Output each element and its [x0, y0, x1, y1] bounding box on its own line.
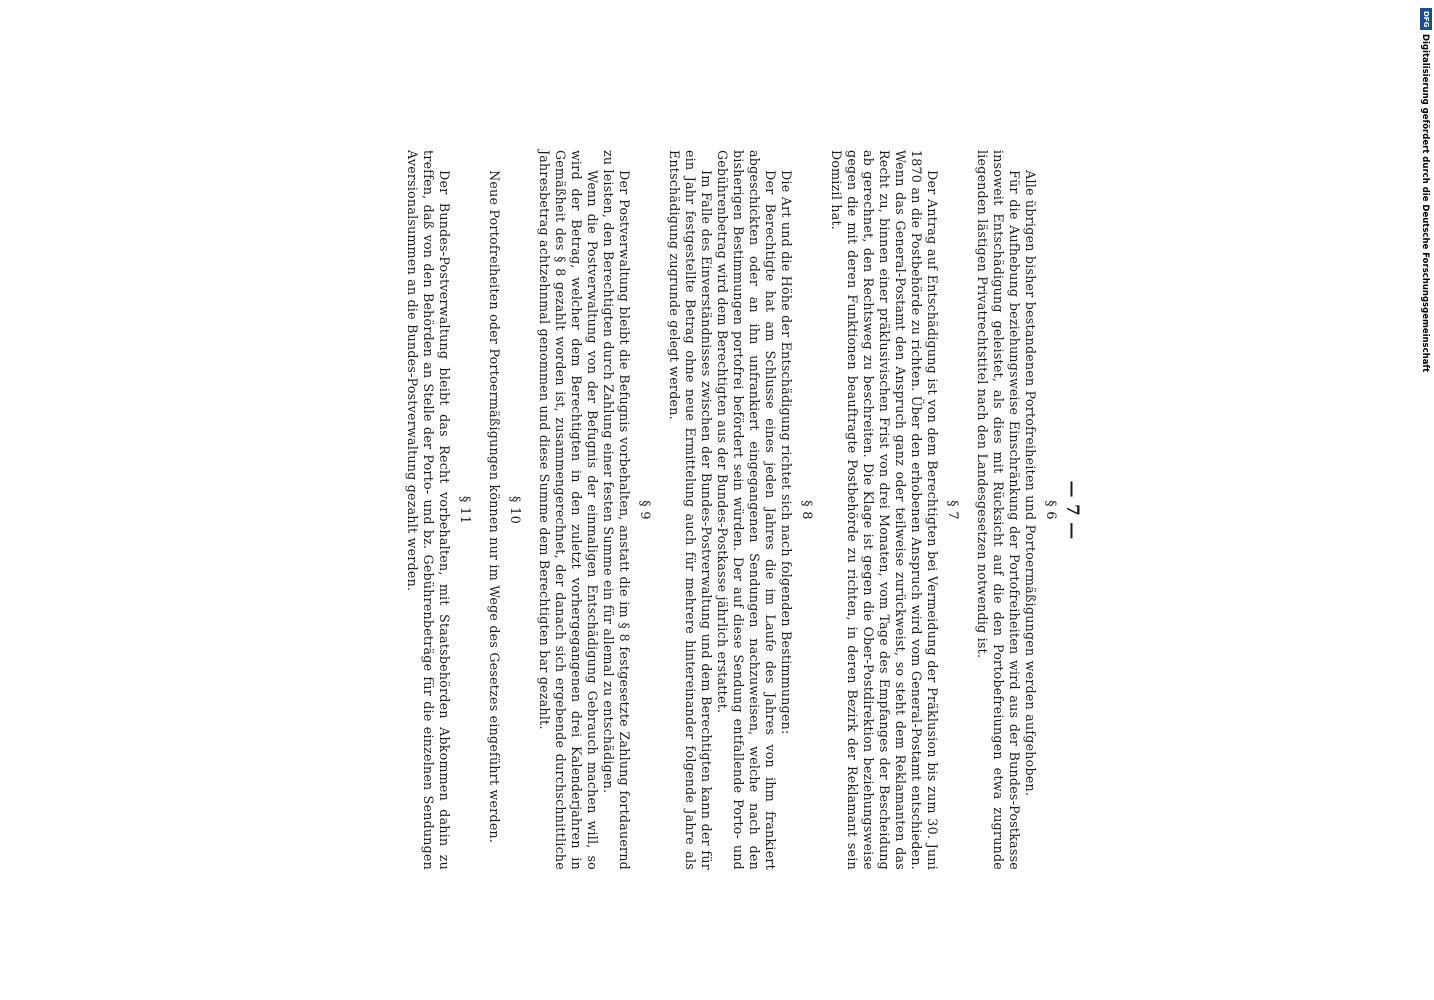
- document-page: [140, 150, 1080, 870]
- paragraph: Für die Aufhebung beziehungsweise Einschränkung der Portofreiheiten wird aus der Bundes-Postkasse insoweit Entschädigung geleistet, als dies mit Rücksicht auf die den Portobefreiungen etwa zugrunde liegenden lästigen Privatrechtstitel nach den Landesgesetzen notwendig ist.: [975, 150, 1022, 870]
- section-heading: § 11: [457, 495, 472, 525]
- section: [828, 150, 960, 870]
- page-number: — 7 —: [1062, 480, 1082, 540]
- paragraph: Der Berechtigte hat am Schlusse eines jeden Jahres die im Laufe des Jahres von ihm frankiert abgeschickten oder an ihn unfrankiert eingegangenen Sendungen nachzuweisen, welche nach den bisherigen Bestimmungen portofrei befördert sein würden. Der auf diese Sendung entfallende Porto- und Gebührenbetrag wird dem Berechtigten aus der Bundes-Postkasse jährlich erstattet.: [715, 150, 778, 870]
- paragraph: Der Postverwaltung bleibt die Befugnis vorbehalten, anstatt die im § 8 festgesetzte Zahlung fortdauernd zu leisten, den Berechtigten durch Zahlung einer festen Summe ein für allemal zu entschädigen.: [601, 150, 632, 870]
- section-heading: § 6: [1043, 500, 1058, 520]
- section: [666, 150, 814, 870]
- section: [974, 150, 1058, 870]
- section-heading: § 10: [507, 495, 522, 525]
- paragraph: Im Falle des Einverständnisses zwischen der Bundes-Postverwaltung und dem Berechtigten kann der für ein Jahr festgestellte Betrag ohne neue Ermittelung auch für mehrere hintereinander folgende Jahre als Entschädigung zugrunde gelegt werden.: [667, 150, 714, 870]
- paragraph: Der Antrag auf Entschädigung ist von dem Berechtigten bei Vermeidung der Präklusion bis zum 30. Juni 1870 an die Postbehörde zu richten. Über den erhobenen Anspruch wird vom General-Postamt entschieden. Wenn das General-Postamt den Anspruch ganz oder teilweise zurückweist, so steht dem Reklamanten das Recht zu, binnen einer präklusivischen Frist von drei Monaten, vom Tage des Empfanges der Bescheidung ab gerechnet, den Rechtsweg zu beschreiten. Die Klage ist gegen die Ober-Postdirektion beziehungsweise gegen die mit deren Funktionen beauftragte Postbehörde zu richten, in deren Bezirk der Reklamant sein Domizil hat.: [829, 150, 940, 870]
- dfg-watermark: [1420, 8, 1434, 428]
- paragraph: Neue Portofreiheiten oder Portoermäßigungen können nur im Wege des Gesetzes eingeführt werden.: [487, 170, 502, 844]
- section: [404, 150, 472, 870]
- sections-container: [404, 150, 1058, 870]
- dfg-logo: DFG: [1420, 8, 1432, 30]
- paragraph: Die Art und die Höhe der Entschädigung richtet sich nach folgenden Bestimmungen:: [779, 170, 794, 735]
- section: [536, 150, 652, 870]
- section-heading: § 9: [637, 500, 652, 520]
- paragraph: Wenn die Postverwaltung von der Befugnis der einmaligen Entschädigung Gebrauch machen will, so wird der Betrag, welcher dem Berechtigten in den zuletzt vorhergegangenen drei Kalenderjahren in Gemäßheit des § 8 gezahlt worden ist, zusammengerechnet, der danach sich ergebende durchschnittliche Jahresbetrag achtzehnmal genommen und diese Summe dem Berechtigten bar gezahlt.: [537, 150, 600, 870]
- section-heading: § 7: [945, 500, 960, 520]
- paragraph: Der Bundes-Postverwaltung bleibt das Recht vorbehalten, mit Staatsbehörden Abkommen dahin zu treffen, daß von den Behörden an Stelle der Porto- und bz. Gebührenbeträge für die einzelnen Sendungen Aversionalsummen an die Bundes-Postverwaltung gezahlt werden.: [405, 150, 452, 870]
- paragraph: Alle übrigen bisher bestandenen Portofreiheiten und Portoermäßigungen werden aufgehoben.: [1023, 170, 1038, 797]
- section-heading: § 8: [799, 500, 814, 520]
- dfg-funding-note: Digitalisierung gefördert durch die Deutsche Forschungsgemeinschaft: [1420, 34, 1430, 373]
- section: [486, 150, 522, 870]
